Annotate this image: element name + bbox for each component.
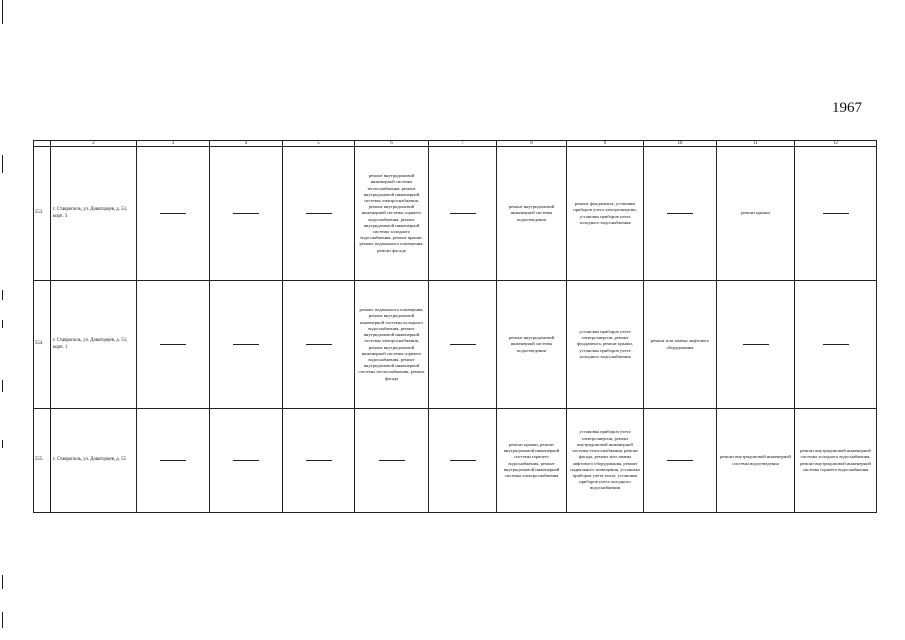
cell-col-3 xyxy=(137,147,210,281)
cell-col-9: установка приборов учета электроэнергии, ремонт фундамента, ремонт крыши, установка приборов учета холодного водоснабжения xyxy=(567,281,644,409)
cell-col-11 xyxy=(717,281,795,409)
cell-col-3 xyxy=(137,281,210,409)
header-cell-11: 11 xyxy=(717,141,795,147)
cell-col-12 xyxy=(795,147,877,281)
row-address: г. Ставрополь, ул. Доваторцев, д. 53, корп. 3 xyxy=(51,147,137,281)
cell-col-8: ремонт внутридомовой инженерной системы водоотведения xyxy=(497,147,567,281)
empty-dash xyxy=(160,344,186,345)
empty-dash xyxy=(233,213,259,214)
row-number: 555. xyxy=(34,409,51,513)
empty-dash xyxy=(160,460,186,461)
table-row xyxy=(34,409,877,513)
cell-col-7 xyxy=(429,147,497,281)
table-row xyxy=(34,147,877,281)
empty-dash xyxy=(306,344,332,345)
empty-dash xyxy=(233,460,259,461)
header-cell-3: 3 xyxy=(137,141,210,147)
cell-col-5 xyxy=(283,281,355,409)
empty-dash xyxy=(306,460,332,461)
header-cell-6: 6 xyxy=(355,141,429,147)
cell-col-9: ремонт фундамента, установка приборов учета электроэнергии, установка приборов учета холодного водоснабжения xyxy=(567,147,644,281)
empty-dash xyxy=(823,213,849,214)
cell-col-12: ремонт внутридомовой инженерной системы холодного водоснабжения, ремонт внутридомовой инженерной системы горячего водоснабжения xyxy=(795,409,877,513)
empty-dash xyxy=(450,213,476,214)
header-cell-8: 8 xyxy=(497,141,567,147)
cell-col-10 xyxy=(644,147,717,281)
header-cell-4: 4 xyxy=(210,141,283,147)
empty-dash xyxy=(667,460,693,461)
cell-col-12 xyxy=(795,281,877,409)
header-cell-2: 2 xyxy=(51,141,137,147)
cell-col-4 xyxy=(210,281,283,409)
empty-dash xyxy=(450,460,476,461)
cell-col-6: ремонт подвального помещения, ремонт внутридомовой инженерной системы холодного водоснабжения, ремонт внутридомовой инженерной системы электроснабжения, ремонт внутридомовой инженерной системы горячего водоснабжения, ремонт внутридомовой инженерной системы теплоснабжения, ремонт фасада xyxy=(355,281,429,409)
cell-col-10: ремонт или замена лифтового оборудования xyxy=(644,281,717,409)
table-row xyxy=(34,281,877,409)
page-number: 1967 xyxy=(832,100,862,116)
cell-col-8: ремонт крыши, ремонт внутридомовой инженерной системы горячего водоснабжения, ремонт внутридомовой инженерной системы электроснабжения xyxy=(497,409,567,513)
empty-dash xyxy=(233,344,259,345)
empty-dash xyxy=(823,344,849,345)
empty-dash xyxy=(306,213,332,214)
header-cell-9: 9 xyxy=(567,141,644,147)
row-address: г. Ставрополь, ул. Доваторцев, д. 55 xyxy=(51,409,137,513)
header-cell-5: 5 xyxy=(283,141,355,147)
cell-col-9: установка приборов учета электроэнергии, ремонт внутридомовой инженерной системы теплоснабжения, ремонт фасада, ремонт или замена лифтового оборудования, ремонт подвального помещения, установка приборов учета тепла, установка приборов учета холодного водоснабжения xyxy=(567,409,644,513)
cell-col-7 xyxy=(429,409,497,513)
cell-col-5 xyxy=(283,147,355,281)
empty-dash xyxy=(743,344,769,345)
cell-col-8: ремонт внутридомовой инженерной системы водоотведения xyxy=(497,281,567,409)
cell-col-10 xyxy=(644,409,717,513)
row-address: г. Ставрополь, ул. Доваторцев, д. 53, корп. 1 xyxy=(51,281,137,409)
header-cell-7: 7 xyxy=(429,141,497,147)
cell-col-11: ремонт крыши xyxy=(717,147,795,281)
cell-col-4 xyxy=(210,147,283,281)
cell-col-6: ремонт внутридомовой инженерной системы теплоснабжения, ремонт внутридомовой инженерной системы электроснабжения, ремонт внутридомовой инженерной системы горячего водоснабжения, ремонт внутридомовой инженерной системы холодного водоснабжения, ремонт крыши, ремонт подвального помещения, ремонт фасада xyxy=(355,147,429,281)
empty-dash xyxy=(450,344,476,345)
cell-col-7 xyxy=(429,281,497,409)
repair-schedule-table xyxy=(33,140,877,513)
row-number: 553. xyxy=(34,147,51,281)
header-cell-10: 10 xyxy=(644,141,717,147)
cell-col-3 xyxy=(137,409,210,513)
cell-col-11: ремонт внутридомовой инженерной системы водоотведения xyxy=(717,409,795,513)
cell-col-6 xyxy=(355,409,429,513)
cell-col-5 xyxy=(283,409,355,513)
empty-dash xyxy=(379,460,405,461)
header-cell-12: 12 xyxy=(795,141,877,147)
cell-col-4 xyxy=(210,409,283,513)
row-number: 554. xyxy=(34,281,51,409)
empty-dash xyxy=(160,213,186,214)
empty-dash xyxy=(667,213,693,214)
